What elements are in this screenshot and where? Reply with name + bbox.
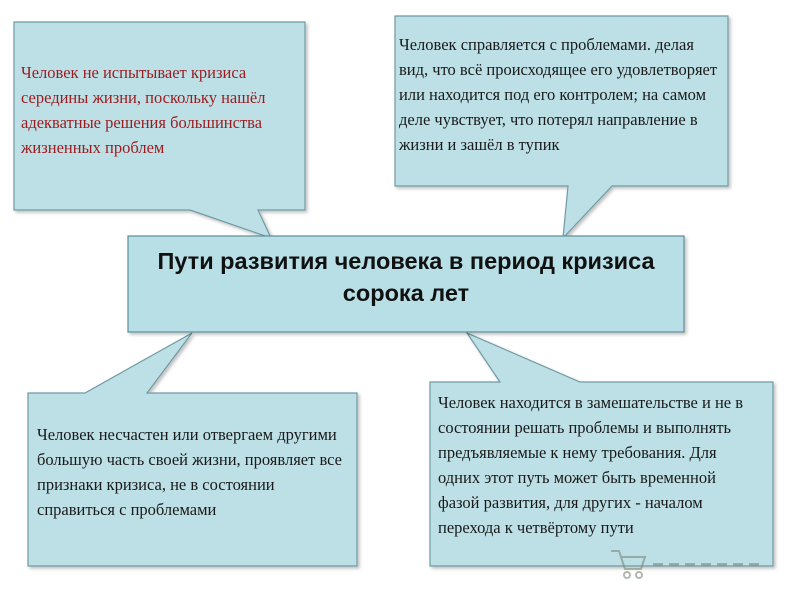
callout-top-right-text: Человек справляется с проблемами. делая вид, что всё происходящее его удовлетворяет или находится под его контролем; на самом деле чувствует, что потерял направление в жизни и зашёл в тупик xyxy=(399,35,718,154)
callout-bottom-right-text: Человек находится в замешательстве и не в состоянии решать проблемы и выполнять предъявляемые к нему требования. Для одних этот путь может быть временной фазой развития, для других - началом перехода к четвёртому пути xyxy=(438,393,744,537)
callout-top-left-text: Человек не испытывает кризиса середины жизни, поскольку нашёл адекватные решения большинства жизненных проблем xyxy=(21,63,266,157)
central-title: Пути развития человека в период кризиса сорока лет xyxy=(157,248,655,306)
cart-icon xyxy=(607,543,767,583)
callout-bottom-left-text: Человек несчастен или отвергаем другими большую часть своей жизни, проявляет все признаки кризиса, не в состоянии справиться с проблемами xyxy=(37,425,342,519)
